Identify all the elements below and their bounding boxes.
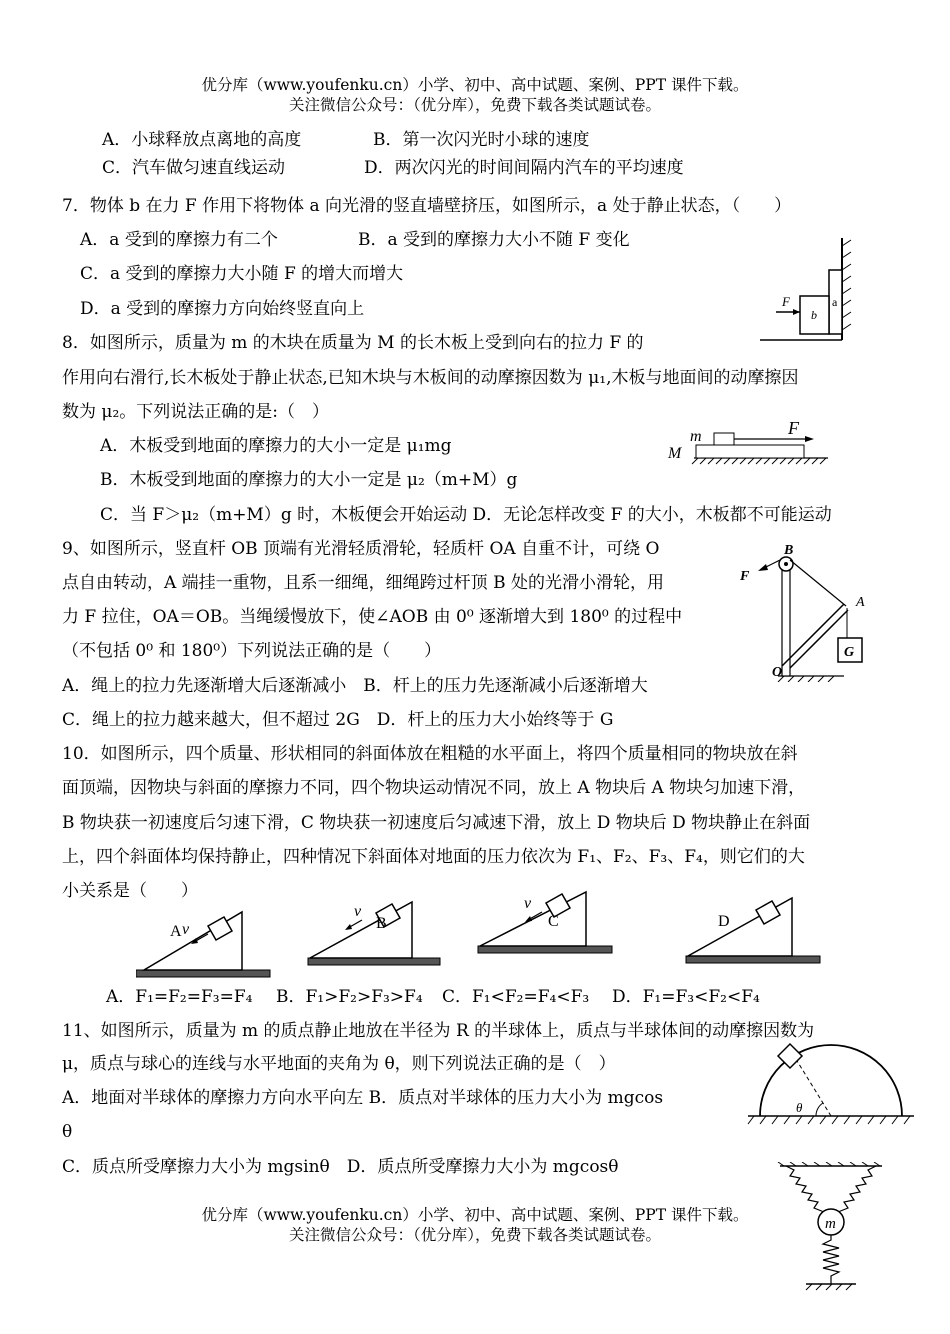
q10-label-v-b: v [354,903,362,920]
q9-label-f: F [740,569,750,584]
footer-line-1: 优分库（www.youfenku.cn）小学、初中、高中试题、案例、PPT 课件下载。 [201,1206,749,1224]
header-line-2: 关注微信公众号：（优分库），免费下载各类试题试卷。 [288,96,661,114]
q9-options-ab: A．绳上的拉力先逐渐增大后逐渐减小 B．杆上的压力先逐渐减小后逐渐增大 [62,676,648,696]
q9-line-4: （不包括 0⁰ 和 180⁰）下列说法正确的是（ ） [62,641,442,661]
q8-option-b: B．木板受到地面的摩擦力的大小一定是 μ₂（m+M）g [100,470,518,490]
q11-label-theta: θ [796,1100,803,1115]
q9-label-a: A [856,595,865,610]
q9-options-cd: C．绳上的拉力越来越大，但不超过 2G D．杆上的压力大小始终等于 G [62,710,614,730]
q9-label-g: G [844,645,855,660]
q6-option-c: C．汽车做匀速直线运动 [102,158,286,178]
q7-label-a: a [832,295,838,309]
q11-line-5: C．质点所受摩擦力大小为 mgsinθ D．质点所受摩擦力大小为 mgcosθ [62,1157,619,1177]
q9-line-2: 点自由转动，A 端挂一重物，且系一细绳，细绳跨过杆顶 B 处的光滑小滑轮，用 [62,573,664,593]
q10-line-4: 上，四个斜面体均保持静止，四种情况下斜面体对地面的压力依次为 F₁、F₂、F₃、F₄，则它们的大 [62,847,805,867]
q9-label-o: O [772,665,783,680]
q8-line-2: 作用向右滑行,长木板处于静止状态,已知木块与木板间的动摩擦因数为 μ₁,木板与地面间的动摩擦因 [62,368,799,388]
q10-label-v-a: v [182,921,190,938]
q10-option-c: C．F₁<F₂=F₄<F₃ [442,987,590,1007]
footer-line-2: 关注微信公众号：（优分库），免费下载各类试题试卷。 [288,1226,661,1244]
header-line-1: 优分库（www.youfenku.cn）小学、初中、高中试题、案例、PPT 课件下载。 [201,76,749,94]
q7-option-b: B．a 受到的摩擦力大小不随 F 变化 [358,230,630,250]
q8-figure [664,418,834,468]
q8-line-1: 8．如图所示，质量为 m 的木块在质量为 M 的长木板上受到向右的拉力 F 的 [62,333,644,353]
q7-label-f: F [782,294,790,309]
q10-figures [136,890,876,980]
q10-option-d: D．F₁=F₃<F₂<F₄ [612,987,760,1007]
q9-line-1: 9、如图所示，竖直杆 OB 顶端有光滑轻质滑轮，轻质杆 OA 自重不计，可绕 O [62,539,660,559]
q10-label-a: A [170,923,182,940]
q7-label-b: b [811,308,817,322]
q10-line-5: 小关系是（ ） [62,881,198,901]
q11-line-1: 11、如图所示，质量为 m 的质点静止地放在半径为 R 的半球体上，质点与半球体间的动摩擦因数为 [62,1021,815,1041]
q11-figure [746,1036,916,1132]
q9-line-3: 力 F 拉住，OA＝OB。当绳缓慢放下，使∠AOB 由 0⁰ 逐渐增大到 180⁰ 的过程中 [62,607,683,627]
q10-option-b: B．F₁>F₂>F₃>F₄ [276,987,423,1007]
q12-label-m: m [825,1216,836,1232]
q8-line-3: 数为 μ₂。下列说法正确的是:（ ） [62,402,329,422]
q6-option-b: B．第一次闪光时小球的速度 [373,130,590,150]
q11-line-4: θ [62,1122,73,1142]
q7-option-d: D．a 受到的摩擦力方向始终竖直向上 [80,299,365,319]
q9-label-b: B [784,543,794,558]
q10-label-b: B [376,915,387,932]
q7-option-a: A．a 受到的摩擦力有二个 [80,230,278,250]
q10-option-a: A．F₁=F₂=F₃=F₄ [106,987,253,1007]
q10-label-c: C [548,913,559,930]
q10-line-1: 10．如图所示，四个质量、形状相同的斜面体放在粗糙的水平面上，将四个质量相同的物块放在斜 [62,744,798,764]
q11-line-2: μ，质点与球心的连线与水平地面的夹角为 θ，则下列说法正确的是（ ） [62,1054,616,1074]
q10-line-3: B 物块获一初速度后匀速下滑，C 物块获一初速度后匀减速下滑，放上 D 物块后 D 物块静止在斜面 [62,813,811,833]
q9-figure [738,540,878,682]
q10-line-2: 面顶端，因物块与斜面的摩擦力不同，四个物块运动情况不同，放上 A 物块后 A 物块匀加速下滑， [62,778,806,798]
q11-line-3: A．地面对半球体的摩擦力方向水平向左 B．质点对半球体的压力大小为 mgcos [62,1088,664,1108]
q8-label-big-m: M [668,445,682,462]
q7-option-c: C．a 受到的摩擦力大小随 F 的增大而增大 [80,264,404,284]
q7-stem: 7．物体 b 在力 F 作用下将物体 a 向光滑的竖直墙壁挤压，如图所示，a 处于静止状态，（ ） [62,196,792,216]
q6-option-d: D．两次闪光的时间间隔内汽车的平均速度 [364,158,684,178]
q7-figure [756,236,856,346]
q8-options-cd: C．当 F＞μ₂（m+M）g 时，木板便会开始运动 D．无论怎样改变 F 的大小，木板都不可能运动 [100,505,832,525]
q8-label-m: m [690,428,702,445]
q8-label-f: F [788,418,799,438]
q6-option-a: A．小球释放点离地的高度 [102,130,302,150]
q8-option-a: A．木板受到地面的摩擦力的大小一定是 μ₁mg [100,436,452,456]
q10-label-d: D [718,913,730,930]
q10-label-v-c: v [524,895,532,912]
